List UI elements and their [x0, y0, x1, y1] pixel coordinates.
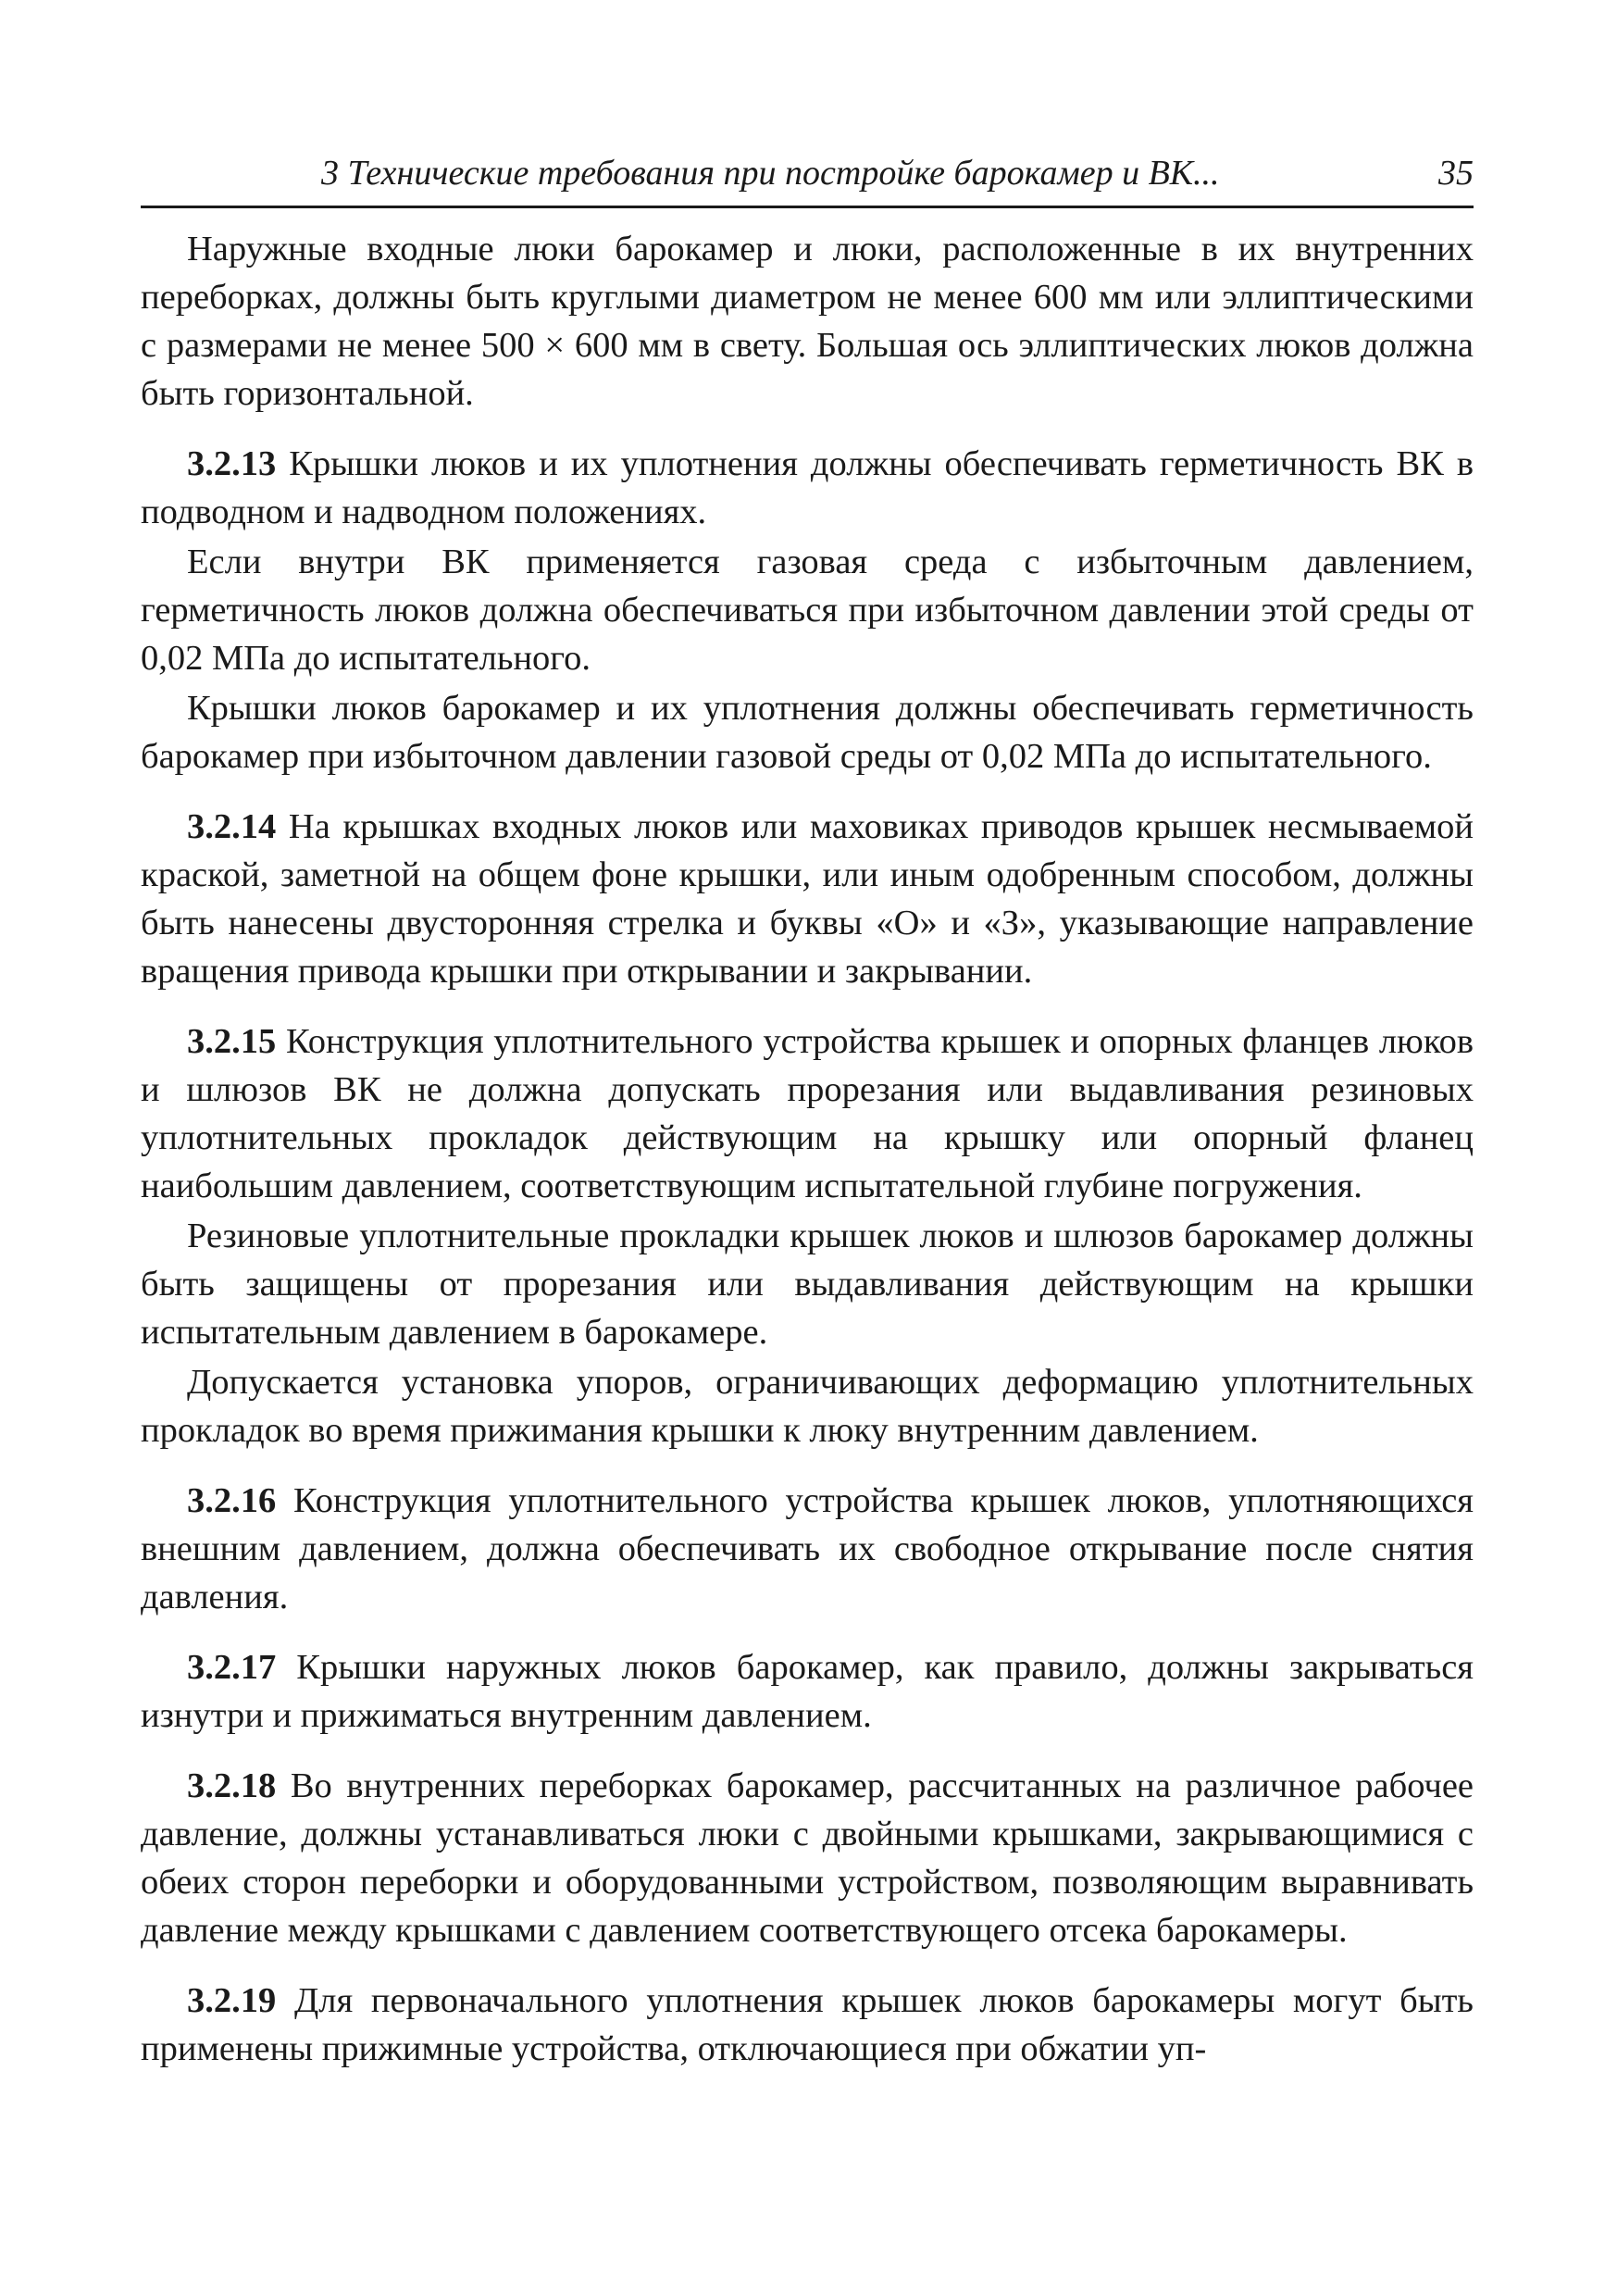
paragraph	[141, 1643, 1474, 1740]
paragraph-text: Резиновые уплотнительные прокладки крышек люков и шлюзов барокамер должны быть защищены от прорезания или выдавливания действующим на крышки испытательным давлением в барокамере.	[141, 1217, 1474, 1352]
clause-number: 3.2.17	[187, 1648, 277, 1687]
paragraph	[141, 1212, 1474, 1356]
clause-3-2-16	[141, 1477, 1474, 1621]
paragraph	[141, 1017, 1474, 1210]
clause-number: 3.2.15	[187, 1022, 277, 1061]
running-header	[141, 148, 1474, 208]
paragraph-text: Конструкция уплотнительного устройства крышек и опорных фланцев люков и шлюзов ВК не должна допускать прорезания или выдавливания резиновых уплотнительных прокладок действующим на крышку или опорный фланец наибольшим давлением, соответствующим испытательной глубине погружения.	[141, 1022, 1474, 1205]
clause-3-2-14	[141, 803, 1474, 995]
paragraph	[141, 538, 1474, 682]
paragraph-text: Наружные входные люки барокамер и люки, расположенные в их внутренних переборках, должны быть круглыми диаметром не менее 600 мм или эллиптическими с размерами не менее 500 × 600 мм в свету. Большая ось эллиптических люков должна быть горизонтальной.	[141, 230, 1474, 413]
paragraph	[141, 1977, 1474, 2073]
book-page	[141, 148, 1474, 2095]
clause-3-2-19	[141, 1977, 1474, 2073]
body-text	[141, 225, 1474, 2073]
paragraph	[141, 1477, 1474, 1621]
clause-3-2-15	[141, 1017, 1474, 1454]
paragraph-text: На крышках входных люков или маховиках приводов крышек несмываемой краской, заметной на общем фоне крышки, или иным одобренным способом, должны быть нанесены двусторонняя стрелка и буквы «О» и «З», указывающие направление вращения привода крышки при открывании и закрывании.	[141, 807, 1474, 991]
paragraph-text: Во внутренних переборках барокамер, рассчитанных на различное рабочее давление, должны устанавливаться люки с двойными крышками, закрывающимися с обеих сторон переборки и оборудованными устройством, позволяющим выравнивать давление между крышками с давлением соответствующего отсека барокамеры.	[141, 1766, 1474, 1950]
paragraph-text: Крышки люков барокамер и их уплотнения должны обеспечивать герметичность барокамер при избыточном давлении газовой среды от 0,02 МПа до испытательного.	[141, 689, 1474, 776]
clause-number: 3.2.19	[187, 1981, 277, 2020]
clause-3-2-13	[141, 440, 1474, 780]
clause-intro	[141, 225, 1474, 418]
page-number: 35	[1438, 154, 1474, 193]
paragraph	[141, 440, 1474, 536]
paragraph-text: Конструкция уплотнительного устройства крышек люков, уплотняющихся внешним давлением, должна обеспечивать их свободное открывание после снятия давления.	[141, 1481, 1474, 1616]
paragraph-text: Для первоначального уплотнения крышек люков барокамеры могут быть применены прижимные устройства, отключающиеся при обжатии уп-	[141, 1981, 1474, 2068]
paragraph	[141, 225, 1474, 418]
clause-number: 3.2.16	[187, 1481, 277, 1520]
paragraph-text: Допускается установка упоров, ограничивающих деформацию уплотнительных прокладок во время прижимания крышки к люку внутренним давлением.	[141, 1363, 1474, 1450]
paragraph-text: Крышки наружных люков барокамер, как правило, должны закрываться изнутри и прижиматься внутренним давлением.	[141, 1648, 1474, 1735]
paragraph	[141, 684, 1474, 780]
clause-number: 3.2.13	[187, 444, 277, 483]
paragraph	[141, 803, 1474, 995]
clause-number: 3.2.14	[187, 807, 277, 846]
paragraph	[141, 1358, 1474, 1454]
clause-3-2-18	[141, 1762, 1474, 1954]
running-title: 3 Технические требования при постройке барокамер и ВК...	[321, 154, 1220, 193]
clause-number: 3.2.18	[187, 1766, 277, 1805]
paragraph-text: Если внутри ВК применяется газовая среда с избыточным давлением, герметичность люков должна обеспечиваться при избыточном давлении этой среды от 0,02 МПа до испытательного.	[141, 543, 1474, 678]
clause-3-2-17	[141, 1643, 1474, 1740]
paragraph-text: Крышки люков и их уплотнения должны обеспечивать герметичность ВК в подводном и надводном положениях.	[141, 444, 1474, 531]
paragraph	[141, 1762, 1474, 1954]
